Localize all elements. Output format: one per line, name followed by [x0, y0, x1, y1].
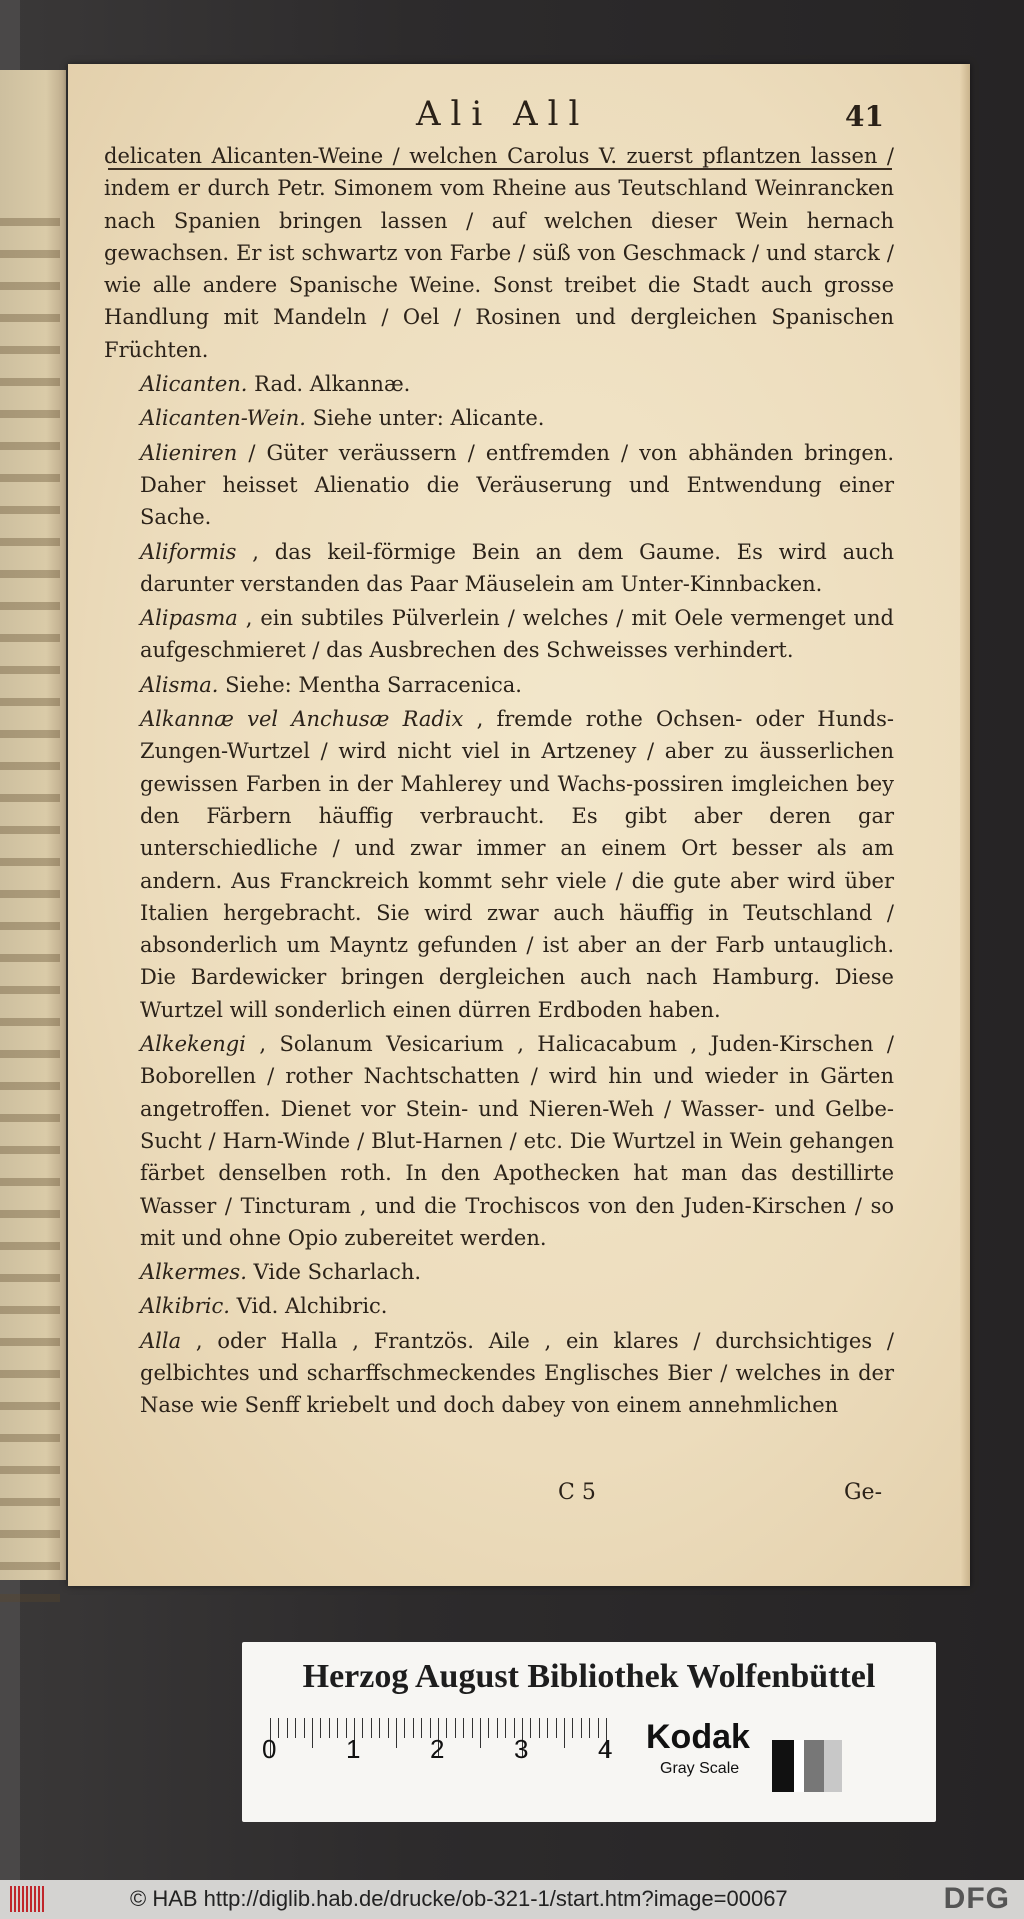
ruler-tick [337, 1718, 338, 1738]
ruler-tick [312, 1718, 313, 1748]
ruler-tick [572, 1718, 573, 1738]
running-head: Ali All [416, 94, 590, 134]
ruler-tick [287, 1718, 288, 1738]
catchword: Ge- [843, 1480, 882, 1505]
entry-lemma: Alipasma [140, 606, 238, 631]
gray-patch-mid [804, 1740, 824, 1792]
ruler-tick [396, 1718, 397, 1748]
ruler-tick [472, 1718, 473, 1738]
ruler-tick [505, 1718, 506, 1738]
ruler-tick [539, 1718, 540, 1738]
ruler-tick [371, 1718, 372, 1738]
entry-lemma: Alicanten-Wein. [140, 406, 306, 431]
scale-number: 2 [430, 1734, 445, 1764]
ruler-tick [556, 1718, 557, 1738]
ruler-tick [547, 1718, 548, 1738]
entry-lemma: Aliformis [140, 539, 237, 564]
entry [104, 437, 894, 534]
entry [104, 402, 894, 434]
page-text [104, 140, 894, 1424]
ruler-tick [421, 1718, 422, 1738]
entry-text: Siehe: Mentha Sarracenica. [218, 672, 522, 697]
page-footer-line [68, 1480, 970, 1520]
entry-lemma: Alisma. [140, 672, 219, 697]
ruler-tick [295, 1718, 296, 1738]
ruler-tick [278, 1718, 279, 1738]
page-edge-shadow [960, 64, 970, 1586]
entry-text: Rad. Alkannæ. [247, 372, 411, 397]
entry-lemma: Alkannæ vel Anchusæ Radix [140, 707, 464, 732]
ruler-tick [581, 1718, 582, 1738]
entry [104, 703, 894, 1026]
entry-lemma: Alieniren [140, 440, 238, 465]
ruler-tick [413, 1718, 414, 1738]
entry-lemma: Alkibric. [140, 1294, 230, 1319]
entry-text: delicaten Alicanten-Weine / welchen Carolus V. zuerst pflantzen lassen / indem er durch Petr. Simonem vom Rheine aus Teutschland Weinrancken nach Spanien bringen lassen / auf welchen dieser Wein hernach gewachsen. Er ist schwartz von Farbe / süß von Geschmack / und starck / wie alle andere Spanische Weine. Sonst treibet die Stadt auch grosse Handlung mit Mandeln / Oel / Rosinen und dergleichen Spanischen Früchten. [104, 144, 894, 362]
entry-text: , das keil-förmige Bein an dem Gaume. Es wird auch darunter verstanden das Paar Mäuselein am Unter-Kinnbacken. [140, 539, 894, 596]
scale-number: 3 [514, 1734, 529, 1764]
entry [104, 669, 894, 701]
previous-page-text-bleed [0, 200, 60, 1620]
entry-text: , Solanum Vesicarium , Halicacabum , Juden-Kirschen / Boborellen / rother Nachtschatten / wird hin und wieder in Gärten angetroffen. Dienet vor Stein- und Nieren-Weh / Wasser- und Gelbe-Sucht / Harn-Winde / Blut-Harnen / etc. Die Wurtzel in Wein gehangen färbet denselben roth. In den Apothecken hat man das destillirte Wasser / Tincturam , und die Trochiscos von den Juden-Kirschen / so mit und ohne Opio zubereitet werden. [140, 1032, 894, 1250]
ruler-tick [362, 1718, 363, 1738]
ruler-tick [379, 1718, 380, 1738]
gray-scale-label: Gray Scale [660, 1760, 740, 1777]
ruler-tick [388, 1718, 389, 1738]
book-page [68, 64, 970, 1586]
entry [104, 602, 894, 667]
viewer-footer [0, 1880, 1024, 1919]
entry [104, 1028, 894, 1254]
entry-text: , oder Halla , Frantzös. Aile , ein klares / durchsichtiges / gelbichtes und scharffschmeckendes Englisches Bier / welches in der Nase wie Senff kriebelt und doch dabey von einem annehmlichen [140, 1328, 894, 1418]
ruler-tick [446, 1718, 447, 1738]
library-name: Herzog August Bibliothek Wolfenbüttel [302, 1658, 876, 1695]
entry-text: Vide Scharlach. [246, 1260, 422, 1285]
ruler-tick [463, 1718, 464, 1738]
entry-text: , fremde rothe Ochsen- oder Hunds-Zungen-Wurtzel / wird nicht viel in Artzeney / aber zu äusserlichen gewissen Farben in der Mahlerey und Wachs-possiren imgleichen bey den Färbern häuffig verbraucht. Es gibt aber deren gar unterschiedliche / und zwar immer an einem Ort besser als am andern. Aus Franckreich kommt sehr viele / die gute aber wird über Italien hergebracht. Sie wird zwar auch häuffig in Teutschland / absonderlich um Mayntz gefunden / ist aber an der Farb untauglich. Die Bardewicker bringen dergleichen auch nach Hamburg. Diese Wurtzel will sonderlich einen dürren Erdboden haben. [140, 707, 894, 1022]
entry-text: Vid. Alchibric. [229, 1294, 388, 1319]
entry-lemma: Alla [140, 1328, 182, 1353]
entry-continuation [104, 140, 894, 366]
gray-patch-black [772, 1740, 794, 1792]
ruler-tick [488, 1718, 489, 1738]
ruler-tick [455, 1718, 456, 1738]
page-header [68, 94, 970, 144]
gray-patch-white [794, 1740, 804, 1792]
entry [104, 1290, 894, 1322]
ruler-tick [497, 1718, 498, 1738]
color-calibration-card [242, 1642, 936, 1822]
scale-number: 4 [598, 1734, 613, 1764]
scale-number: 0 [262, 1734, 277, 1764]
entry-text: / Güter veräussern / entfremden / von abhänden bringen. Daher heisset Alienatio die Veräuserung und Entwendung einer Sache. [140, 440, 894, 530]
ruler-tick [304, 1718, 305, 1738]
entry-lemma: Alkekengi [140, 1032, 246, 1057]
ruler-tick [320, 1718, 321, 1738]
ruler-tick [530, 1718, 531, 1738]
scale-number: 1 [346, 1734, 361, 1764]
ruler-tick [329, 1718, 330, 1738]
entry [104, 1256, 894, 1288]
entry-text: Siehe unter: Alicante. [305, 406, 545, 431]
gray-patch-light [824, 1740, 842, 1792]
entry [104, 368, 894, 400]
copyright-link[interactable]: © HAB http://diglib.hab.de/drucke/ob-321-1/start.htm?image=00067 [130, 1886, 788, 1911]
ruler-tick [564, 1718, 565, 1748]
ruler-tick [589, 1718, 590, 1738]
gray-patches [772, 1740, 842, 1792]
signature-mark: C 5 [558, 1480, 596, 1505]
ruler-tick [404, 1718, 405, 1738]
hab-barcode-icon [10, 1886, 44, 1912]
kodak-logo: Kodak [646, 1718, 750, 1756]
entry [104, 1325, 894, 1422]
page-number: 41 [845, 100, 884, 133]
entry-text: , ein subtiles Pülverlein / welches / mit Oele vermenget und aufgeschmieret / das Ausbrechen des Schweisses verhindert. [140, 606, 894, 663]
dfg-logo: DFG [943, 1882, 1010, 1915]
entry-lemma: Alicanten. [140, 372, 248, 397]
ruler-tick [480, 1718, 481, 1748]
previous-page-edge [0, 70, 66, 1580]
entry [104, 536, 894, 601]
entry-lemma: Alkermes. [140, 1260, 247, 1285]
